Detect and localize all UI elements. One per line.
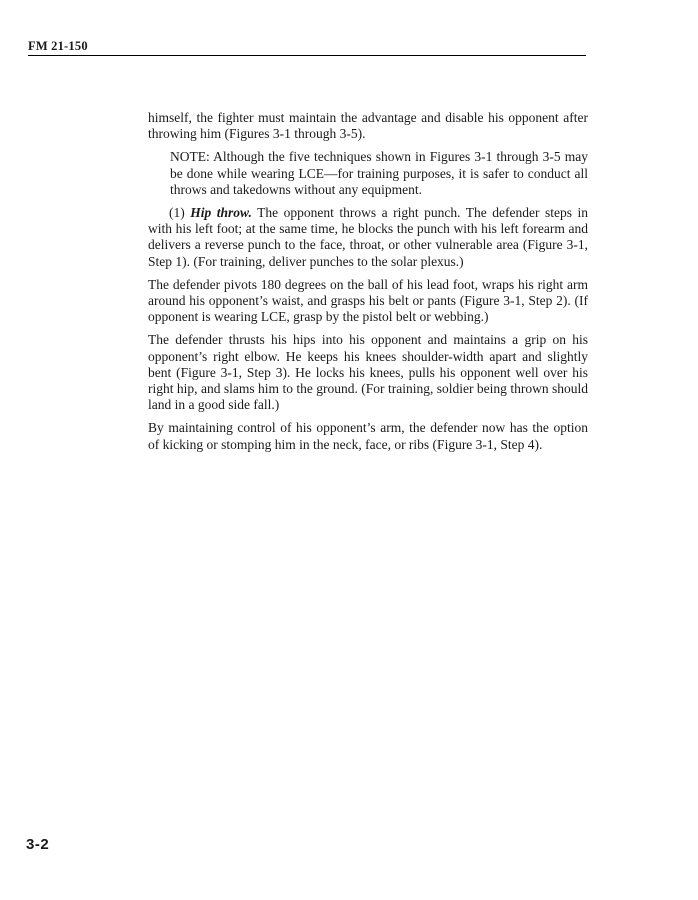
hip-throw-text: The opponent throws a right punch. The defender steps in with his left foot; at the same time, he blocks the punch with his left forearm and delivers a reverse punch to the face, throat, or other vulnerable area (Figure 3-1, Step 1). (For training, deliver punches to the solar plexus.) (148, 205, 588, 269)
pivot-paragraph: The defender pivots 180 degrees on the ball of his lead foot, wraps his right arm around his opponent’s waist, and grasps his belt or pants (Figure 3-1, Step 2). (If opponent is wearing LCE, grasp by the pistol belt or webbing.) (148, 276, 588, 325)
thrust-paragraph: The defender thrusts his hips into his opponent and maintains a grip on his opponent’s right elbow. He keeps his knees shoulder-width apart and slightly bent (Figure 3-1, Step 3). He locks his knees, pulls his opponent well over his right hip, and slams him to the ground. (For training, soldier being thrown should land in a good side fall.) (148, 332, 588, 413)
control-paragraph: By maintaining control of his opponent’s arm, the defender now has the option of kicking or stomping him in the neck, face, or ribs (Figure 3-1, Step 4). (148, 420, 588, 452)
page-header (28, 39, 586, 56)
hip-throw-title: Hip throw. (190, 205, 252, 221)
header-label: FM 21-150 (28, 39, 88, 53)
body-text (148, 110, 588, 460)
hip-throw-paragraph (148, 205, 588, 270)
note-paragraph: NOTE: Although the five techniques shown in Figures 3-1 through 3-5 may be done while wearing LCE—for training purposes, it is safer to conduct all throws and takedowns without any equipment. (170, 149, 588, 197)
hip-throw-number: (1) (169, 205, 191, 221)
paragraph-intro: himself, the fighter must maintain the advantage and disable his opponent after throwing him (Figures 3-1 through 3-5). (148, 110, 588, 142)
page-number: 3-2 (26, 836, 50, 853)
